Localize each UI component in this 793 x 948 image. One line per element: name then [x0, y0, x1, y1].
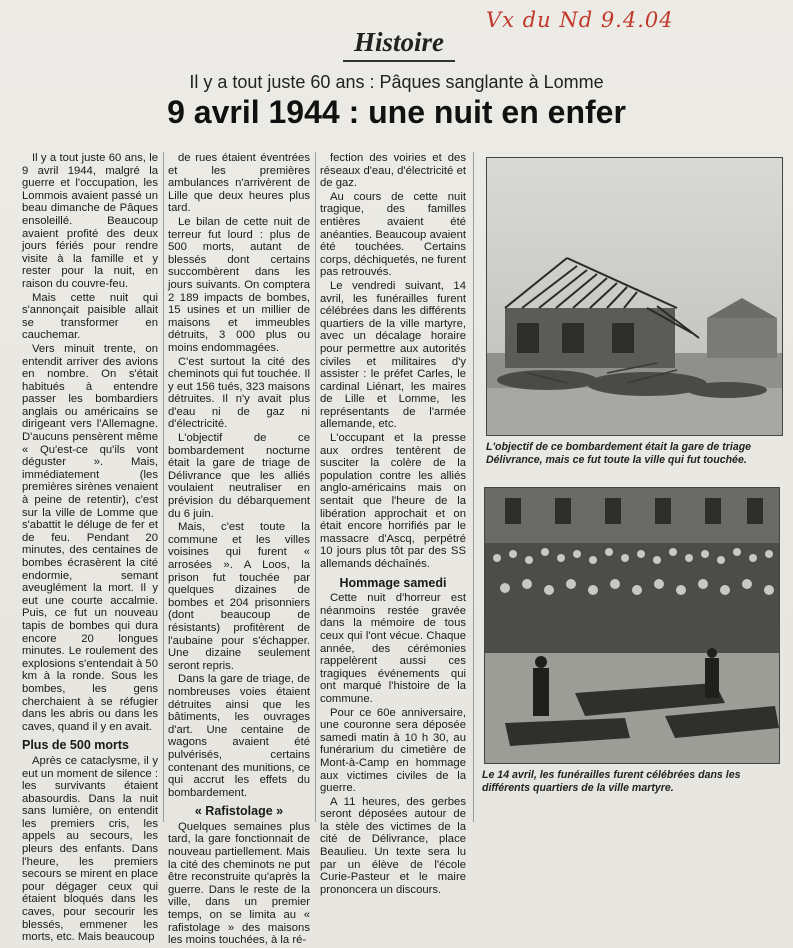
headline: 9 avril 1944 : une nuit en enfer	[167, 94, 626, 130]
paragraph: Pour ce 60e anniversaire, une couronne sera déposée samedi matin à 10 h 30, au funérarium du cimetière de Mont-à-Camp en hommage aux victimes civiles de la guerre.	[320, 706, 466, 795]
paragraph: fection des voiries et des réseaux d'eau, d'électricité et de gaz.	[320, 152, 466, 190]
subheading: « Rafistolage »	[194, 804, 284, 819]
subheading: Hommage samedi	[339, 575, 447, 590]
paragraph: Quelques semaines plus tard, la gare fonctionnait de nouveau partiellement. Mais la cité des cheminots ne put être reconstruite qu'après la guerre. Dans le reste de la ville, dans un premier temps, on se limita au « rafistolage » des maisons les moins touchées, à la ré-	[168, 820, 310, 947]
photo-destroyed-house	[486, 157, 783, 436]
photo-caption: Le 14 avril, les funérailles furent célébrées dans les différents quartiers de la ville martyre.	[482, 769, 741, 794]
paragraph: Vers minuit trente, on entendit arriver des avions en nombre. On s'était habitués à entendre passer les bombardiers anglais ou américains se dirigeant vers l'Allemagne. D'aucuns pensèrent même « Qu'est-ce qu'ils vont déguster ». Mais, immédiatement (les premières sirènes venaient à peine de retentir), c'est sur la ville de Lomme que s'abattit le déluge de fer et de feu. Pendant 20 minutes, des centaines de bombes écrasèrent la cité endormie, semant aveuglément la mort. Il y eut une courte accalmie. Puis, ce fut un nouveau tapis de bombes qui dura encore 20 longues minutes. Le roulement des explosions s'entendait à 50 km à la ronde. Sous les bombes, les gens cherchaient à se réfugier dans les abris ou dans les caves, quand il y en avait.	[22, 342, 158, 733]
paragraph: C'est surtout la cité des cheminots qui fut touchée. Il y eut 156 tués, 323 maisons détruites. Il n'y avait plus d'eau ni de gaz ni d'électricité.	[168, 355, 310, 431]
column-divider	[473, 152, 474, 822]
subheading: Plus de 500 morts	[22, 738, 129, 753]
kicker: Il y a tout juste 60 ans : Pâques sanglante à Lomme	[189, 72, 604, 92]
handwritten-note: Vx du Nd 9.4.04	[486, 8, 674, 32]
paragraph: Cette nuit d'horreur est néanmoins restée gravée dans la mémoire de tous ceux qui l'ont vécue. Chaque année, des cérémonies rappelèrent aussi ces tragiques événements qui ont marqué l'histoire de la commune.	[320, 592, 466, 705]
article-column-3	[320, 152, 466, 897]
paragraph: Le bilan de cette nuit de terreur fut lourd : plus de 500 morts, autant de blessés dont certains succombèrent dans les jours suivants. On comptera 2 189 impacts de bombes, 15 usines et un millier de maisons et immeubles détruits, 3 000 plus ou moins endommagées.	[168, 215, 310, 354]
photo-caption: L'objectif de ce bombardement était la gare de triage Délivrance, mais ce fut toute la ville qui fut touchée.	[486, 441, 752, 466]
paragraph: Mais cette nuit qui s'annonçait paisible allait se transformer en cauchemar.	[22, 291, 158, 342]
rubric-underline	[343, 60, 455, 62]
paragraph: L'occupant et la presse aux ordres tentèrent de susciter la colère de la population contre les alliés anglo-américains mais on sentait que l'heure de la libération approchait et on était encore horrifiés par le massacre d'Ascq, perpétré 10 jours plus tôt par des SS allemands déchaînés.	[320, 432, 466, 570]
column-divider	[163, 152, 164, 822]
paragraph: Dans la gare de triage, de nombreuses voies étaient détruites ainsi que les bâtiments, les ouvrages d'art. Une centaine de wagons avaient été pulvérisés, certains contenant des munitions, ce qui accrut les effets du bombardement.	[168, 673, 310, 799]
paragraph: de rues étaient éventrées et les premières ambulances n'arrivèrent de Lille que deux heures plus tard.	[168, 152, 310, 215]
paragraph: Il y a tout juste 60 ans, le 9 avril 1944, malgré la guerre et l'occupation, les Lommois avaient passé un beau dimanche de Pâques ensoleillé. Beaucoup avaient profité des deux jours fériés pour rendre visite à la famille et y rester pour la nuit, en raison du couvre-feu.	[22, 152, 158, 290]
paragraph: Après ce cataclysme, il y eut un moment de silence : les survivants étaient abasourdis. Dans la nuit sans lumière, on entendit les premiers cris, les appels au secours, les pleurs des enfants. Dans l'heure, les premiers secours se mirent en place pour dégager ceux qui étaient bloqués dans les caves, pour secourir les blessés, emmener les morts, etc. Mais beaucoup	[22, 754, 158, 944]
paragraph: A 11 heures, des gerbes seront déposées autour de la stèle des victimes de la cité de Délivrance, place Beaulieu. Un texte sera lu par un élève de l'école Curie-Pasteur et le maire prononcera un discours.	[320, 795, 466, 896]
article-column-2	[168, 152, 310, 948]
paragraph: Au cours de cette nuit tragique, des familles entières avaient été anéanties. Beaucoup avaient été touchées. Certains corps, déchiquetés, ne furent pas retrouvés.	[320, 190, 466, 279]
paragraph: Mais, c'est toute la commune et les villes voisines qui furent « arrosées ». A Loos, la prison fut touchée par quelques dizaines de bombes et 204 prisonniers (dont beaucoup de résistants) profitèrent de l'aubaine pour s'échapper. Une dizaine seulement seront repris.	[168, 521, 310, 672]
paragraph: Le vendredi suivant, 14 avril, les funérailles furent célébrées dans les différents quartiers de la ville martyre, avec un décalage horaire pour permettre aux autorités civiles et militaires d'y assister : le préfet Carles, le cardinal Liénart, les maires de Lille et Lomme, les représentants de l'armée allemande, etc.	[320, 279, 466, 431]
section-rubric: Histoire	[354, 27, 445, 57]
paragraph: L'objectif de ce bombardement nocturne était la gare de triage de Délivrance que les alliés voulaient neutraliser en prévision du débarquement du 6 juin.	[168, 432, 310, 520]
photo-funeral-crowd	[484, 487, 780, 764]
column-divider	[315, 152, 316, 822]
article-column-1	[22, 152, 158, 945]
